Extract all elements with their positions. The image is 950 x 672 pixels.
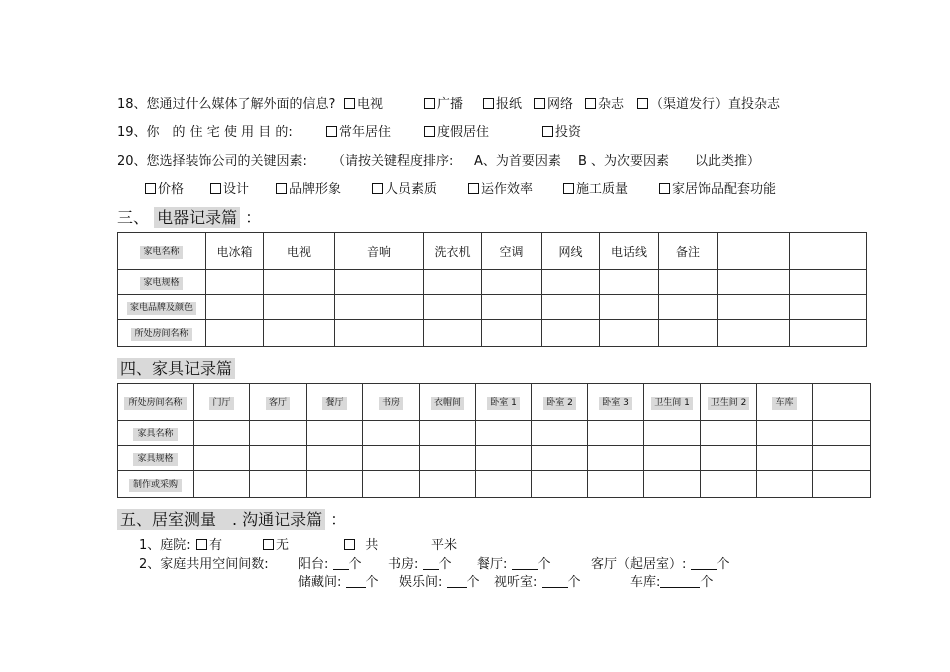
q18-option-label: 广播 bbox=[437, 97, 464, 112]
unit-label: 个 bbox=[716, 557, 730, 572]
appliance-column-header: 备注 bbox=[659, 233, 718, 270]
appliance-column-header: 洗衣机 bbox=[424, 233, 482, 270]
table-cell[interactable] bbox=[264, 295, 335, 320]
unit-label: 个 bbox=[700, 575, 714, 590]
table-cell[interactable] bbox=[701, 446, 757, 471]
living-label: 客厅（起居室）: bbox=[591, 557, 687, 572]
checkbox-icon[interactable] bbox=[424, 98, 435, 109]
appliance-column-header: 网线 bbox=[542, 233, 600, 270]
table-cell[interactable] bbox=[757, 446, 813, 471]
table-cell[interactable] bbox=[532, 471, 588, 498]
table-cell[interactable] bbox=[542, 320, 600, 347]
table-cell[interactable] bbox=[307, 421, 363, 446]
checkbox-icon[interactable] bbox=[344, 98, 355, 109]
checkbox-icon[interactable] bbox=[145, 183, 156, 194]
table-cell[interactable] bbox=[335, 320, 424, 347]
table-cell[interactable] bbox=[790, 320, 867, 347]
table-cell[interactable] bbox=[659, 270, 718, 295]
table-row bbox=[118, 471, 871, 498]
q20-sort-a: A、为首要因素 bbox=[474, 154, 561, 169]
living-field bbox=[591, 553, 730, 572]
section4-heading bbox=[117, 356, 235, 379]
yard-option-no[interactable] bbox=[263, 534, 289, 553]
q19-option-vacation[interactable] bbox=[424, 121, 489, 140]
checkbox-icon[interactable] bbox=[424, 126, 435, 137]
table-cell[interactable] bbox=[644, 471, 701, 498]
checkbox-icon[interactable] bbox=[276, 183, 287, 194]
study-field bbox=[388, 553, 452, 572]
study-label: 书房: bbox=[388, 557, 419, 572]
table-cell[interactable] bbox=[363, 471, 420, 498]
av-room-field bbox=[494, 571, 581, 590]
balcony-label: 阳台: bbox=[298, 557, 329, 572]
q20-option-brand[interactable] bbox=[276, 178, 341, 197]
appliance-header-label: 家电名称 bbox=[140, 246, 182, 259]
table-cell[interactable] bbox=[813, 421, 871, 446]
table-row bbox=[118, 446, 871, 471]
section3-heading bbox=[117, 205, 261, 228]
appliance-column-header bbox=[718, 233, 790, 270]
q18-option-label: 报纸 bbox=[496, 97, 523, 112]
yard-option-total[interactable] bbox=[344, 534, 378, 553]
row-label-cell bbox=[118, 295, 206, 320]
furniture-column-header-cell bbox=[363, 384, 420, 421]
table-cell[interactable] bbox=[363, 421, 420, 446]
appliance-column-header: 音响 bbox=[335, 233, 424, 270]
table-cell[interactable] bbox=[424, 270, 482, 295]
furniture-header-label-cell bbox=[118, 384, 194, 421]
furniture-column-header-cell bbox=[532, 384, 588, 421]
furniture-column-header-cell bbox=[813, 384, 871, 421]
table-row bbox=[118, 270, 867, 295]
table-cell[interactable] bbox=[588, 421, 644, 446]
row-label: 制作或采购 bbox=[129, 479, 182, 492]
furniture-column-header-cell bbox=[476, 384, 532, 421]
table-cell[interactable] bbox=[424, 320, 482, 347]
furniture-column-header: 卧室 1 bbox=[487, 397, 520, 410]
furniture-header-row bbox=[118, 384, 871, 421]
checkbox-icon[interactable] bbox=[263, 539, 274, 550]
table-cell[interactable] bbox=[250, 446, 307, 471]
table-cell[interactable] bbox=[476, 446, 532, 471]
table-cell[interactable] bbox=[644, 421, 701, 446]
table-cell[interactable] bbox=[335, 295, 424, 320]
unit-label: 个 bbox=[567, 575, 581, 590]
furniture-column-header-cell bbox=[757, 384, 813, 421]
table-cell[interactable] bbox=[194, 471, 250, 498]
furniture-column-header-cell bbox=[588, 384, 644, 421]
furniture-column-header: 衣帽间 bbox=[431, 397, 464, 410]
storage-field bbox=[298, 571, 379, 590]
table-cell[interactable] bbox=[206, 295, 264, 320]
table-cell[interactable] bbox=[206, 270, 264, 295]
table-cell[interactable] bbox=[813, 471, 871, 498]
table-cell[interactable] bbox=[701, 421, 757, 446]
balcony-field bbox=[298, 553, 362, 572]
q18-option-tv[interactable] bbox=[344, 93, 383, 112]
table-cell[interactable] bbox=[718, 270, 790, 295]
storage-input[interactable] bbox=[346, 575, 366, 588]
table-row bbox=[118, 421, 871, 446]
section3-title: 电器记录篇 bbox=[154, 207, 240, 228]
q20-option-efficiency[interactable] bbox=[468, 178, 533, 197]
yard-option-label: 共 bbox=[365, 538, 379, 553]
dining-field bbox=[477, 553, 551, 572]
q20-option-furnishing[interactable] bbox=[659, 178, 776, 197]
unit-label: 个 bbox=[537, 557, 551, 572]
furniture-column-header-cell bbox=[701, 384, 757, 421]
table-cell[interactable] bbox=[757, 421, 813, 446]
yard-option-label: 无 bbox=[276, 538, 290, 553]
storage-label: 储藏间: bbox=[298, 575, 342, 590]
q19-option-label: 投资 bbox=[555, 125, 582, 140]
q18-option-radio[interactable] bbox=[424, 93, 463, 112]
appliance-column-header: 空调 bbox=[482, 233, 542, 270]
q18-option-newspaper[interactable] bbox=[483, 93, 522, 112]
section5-title: 五、居室测量 . 沟通记录篇 bbox=[117, 509, 325, 530]
checkbox-icon[interactable] bbox=[326, 126, 337, 137]
row-label: 家电品牌及颜色 bbox=[127, 302, 196, 315]
q19-option-permanent[interactable] bbox=[326, 121, 391, 140]
q19-option-label: 常年居住 bbox=[339, 125, 392, 140]
table-cell[interactable] bbox=[264, 320, 335, 347]
q18-option-direct-magazine[interactable] bbox=[637, 93, 780, 112]
row-label-cell bbox=[118, 270, 206, 295]
study-input[interactable] bbox=[423, 557, 439, 570]
checkbox-icon[interactable] bbox=[637, 98, 648, 109]
furniture-column-header: 卧室 3 bbox=[599, 397, 632, 410]
entertainment-label: 娱乐间: bbox=[399, 575, 443, 590]
yard-option-yes[interactable] bbox=[196, 534, 222, 553]
table-cell[interactable] bbox=[718, 295, 790, 320]
furniture-column-header: 书房 bbox=[379, 397, 403, 410]
q20-option-label: 运作效率 bbox=[481, 182, 534, 197]
appliance-column-header: 电话线 bbox=[600, 233, 659, 270]
table-cell[interactable] bbox=[264, 270, 335, 295]
furniture-column-header: 门厅 bbox=[209, 397, 233, 410]
q18-question: 18、您通过什么媒体了解外面的信息? bbox=[117, 97, 336, 112]
dining-label: 餐厅: bbox=[477, 557, 508, 572]
table-cell[interactable] bbox=[659, 295, 718, 320]
table-cell[interactable] bbox=[420, 471, 476, 498]
appliance-table bbox=[117, 232, 867, 347]
checkbox-icon[interactable] bbox=[534, 98, 545, 109]
furniture-column-header: 餐厅 bbox=[322, 397, 346, 410]
table-cell[interactable] bbox=[476, 421, 532, 446]
checkbox-icon[interactable] bbox=[483, 98, 494, 109]
section3-colon: ： bbox=[245, 208, 262, 227]
q18-option-magazine[interactable] bbox=[585, 93, 624, 112]
q20-option-design[interactable] bbox=[210, 178, 249, 197]
q20-instruction: （请按关键程度排序: bbox=[332, 154, 454, 169]
appliance-column-header: 电视 bbox=[264, 233, 335, 270]
furniture-column-header: 卧室 2 bbox=[543, 397, 576, 410]
yard-label: 1、庭院: bbox=[139, 538, 191, 553]
table-cell[interactable] bbox=[194, 421, 250, 446]
table-cell[interactable] bbox=[542, 295, 600, 320]
row-label: 所处房间名称 bbox=[131, 328, 191, 341]
checkbox-icon[interactable] bbox=[659, 183, 670, 194]
balcony-input[interactable] bbox=[333, 557, 349, 570]
checkbox-icon[interactable] bbox=[563, 183, 574, 194]
garage-input[interactable] bbox=[660, 575, 700, 588]
furniture-column-header: 卫生间 1 bbox=[651, 397, 693, 410]
av-room-input[interactable] bbox=[542, 575, 568, 588]
q20-option-staff[interactable] bbox=[372, 178, 437, 197]
q19-question: 19、你 的 住 宅 使 用 目 的: bbox=[117, 125, 293, 140]
q18-option-internet[interactable] bbox=[534, 93, 573, 112]
row-label: 家具规格 bbox=[133, 453, 177, 466]
table-cell[interactable] bbox=[718, 320, 790, 347]
row-label: 家具名称 bbox=[133, 428, 177, 441]
yard-option-label: 有 bbox=[209, 538, 223, 553]
table-cell[interactable] bbox=[757, 471, 813, 498]
row-label-cell bbox=[118, 471, 194, 498]
table-cell[interactable] bbox=[307, 446, 363, 471]
row-label-cell bbox=[118, 446, 194, 471]
checkbox-icon[interactable] bbox=[542, 126, 553, 137]
unit-label: 个 bbox=[348, 557, 362, 572]
living-input[interactable] bbox=[691, 557, 717, 570]
appliance-header-row bbox=[118, 233, 867, 270]
table-cell[interactable] bbox=[420, 421, 476, 446]
dining-input[interactable] bbox=[512, 557, 538, 570]
q20-option-label: 家居饰品配套功能 bbox=[672, 182, 777, 197]
furniture-column-header-cell bbox=[420, 384, 476, 421]
q20-option-construction[interactable] bbox=[563, 178, 628, 197]
section5-heading bbox=[117, 507, 346, 530]
table-row bbox=[118, 320, 867, 347]
av-room-label: 视听室: bbox=[494, 575, 538, 590]
q18-option-label: （渠道发行）直投杂志 bbox=[650, 97, 781, 112]
table-cell[interactable] bbox=[790, 295, 867, 320]
table-cell[interactable] bbox=[250, 471, 307, 498]
checkbox-icon[interactable] bbox=[372, 183, 383, 194]
checkbox-icon[interactable] bbox=[468, 183, 479, 194]
q20-option-price[interactable] bbox=[145, 178, 184, 197]
entertainment-field bbox=[399, 571, 480, 590]
furniture-column-header: 卫生间 2 bbox=[708, 397, 750, 410]
table-cell[interactable] bbox=[335, 270, 424, 295]
table-cell[interactable] bbox=[532, 446, 588, 471]
table-row bbox=[118, 295, 867, 320]
q20-option-label: 施工质量 bbox=[576, 182, 629, 197]
table-cell[interactable] bbox=[194, 446, 250, 471]
unit-label: 个 bbox=[466, 575, 480, 590]
appliance-column-header bbox=[790, 233, 867, 270]
q18-option-label: 杂志 bbox=[598, 97, 625, 112]
yard-unit: 平米 bbox=[431, 538, 458, 553]
checkbox-icon[interactable] bbox=[210, 183, 221, 194]
checkbox-icon[interactable] bbox=[196, 539, 207, 550]
table-cell[interactable] bbox=[420, 446, 476, 471]
row-label: 家电规格 bbox=[140, 277, 182, 290]
table-cell[interactable] bbox=[542, 270, 600, 295]
table-cell[interactable] bbox=[532, 421, 588, 446]
table-cell[interactable] bbox=[250, 421, 307, 446]
q20-sort-rest: 以此类推） bbox=[695, 154, 761, 169]
section5-colon: ： bbox=[330, 510, 347, 529]
checkbox-icon[interactable] bbox=[585, 98, 596, 109]
furniture-column-header-cell bbox=[644, 384, 701, 421]
q18-option-label: 电视 bbox=[357, 97, 384, 112]
furniture-column-header: 车库 bbox=[772, 397, 796, 410]
garage-field bbox=[630, 571, 713, 590]
entertainment-input[interactable] bbox=[447, 575, 467, 588]
row-label-cell bbox=[118, 320, 206, 347]
table-cell[interactable] bbox=[307, 471, 363, 498]
table-cell[interactable] bbox=[659, 320, 718, 347]
furniture-table bbox=[117, 383, 871, 498]
table-cell[interactable] bbox=[476, 471, 532, 498]
q19-option-investment[interactable] bbox=[542, 121, 581, 140]
rooms-label: 2、家庭共用空间间数: bbox=[139, 557, 269, 572]
table-cell[interactable] bbox=[813, 446, 871, 471]
table-cell[interactable] bbox=[600, 295, 659, 320]
unit-label: 个 bbox=[438, 557, 452, 572]
q20-option-label: 人员素质 bbox=[385, 182, 438, 197]
appliance-header-label-cell bbox=[118, 233, 206, 270]
table-cell[interactable] bbox=[790, 270, 867, 295]
table-cell[interactable] bbox=[363, 446, 420, 471]
table-cell[interactable] bbox=[482, 320, 542, 347]
table-cell[interactable] bbox=[600, 270, 659, 295]
furniture-column-header-cell bbox=[307, 384, 363, 421]
q20-option-label: 品牌形象 bbox=[289, 182, 342, 197]
q20-question: 20、您选择装饰公司的关键因素: bbox=[117, 154, 307, 169]
furniture-column-header-cell bbox=[194, 384, 250, 421]
q18-option-label: 网络 bbox=[547, 97, 574, 112]
q20-sort-b: B 、为次要因素 bbox=[578, 154, 670, 169]
appliance-column-header: 电冰箱 bbox=[206, 233, 264, 270]
furniture-header-label: 所处房间名称 bbox=[124, 397, 186, 410]
furniture-column-header: 客厅 bbox=[266, 397, 290, 410]
q19-option-label: 度假居住 bbox=[437, 125, 490, 140]
table-cell[interactable] bbox=[588, 446, 644, 471]
furniture-column-header-cell bbox=[250, 384, 307, 421]
section3-number: 三、 bbox=[117, 208, 150, 227]
table-cell[interactable] bbox=[206, 320, 264, 347]
table-cell[interactable] bbox=[600, 320, 659, 347]
table-cell[interactable] bbox=[588, 471, 644, 498]
table-cell[interactable] bbox=[701, 471, 757, 498]
section4-title: 四、家具记录篇 bbox=[117, 358, 235, 379]
q20-option-label: 设计 bbox=[223, 182, 250, 197]
garage-label: 车库: bbox=[630, 575, 661, 590]
table-cell[interactable] bbox=[644, 446, 701, 471]
table-cell[interactable] bbox=[482, 295, 542, 320]
checkbox-icon[interactable] bbox=[344, 539, 355, 550]
row-label-cell bbox=[118, 421, 194, 446]
q20-option-label: 价格 bbox=[158, 182, 185, 197]
unit-label: 个 bbox=[365, 575, 379, 590]
table-cell[interactable] bbox=[482, 270, 542, 295]
table-cell[interactable] bbox=[424, 295, 482, 320]
